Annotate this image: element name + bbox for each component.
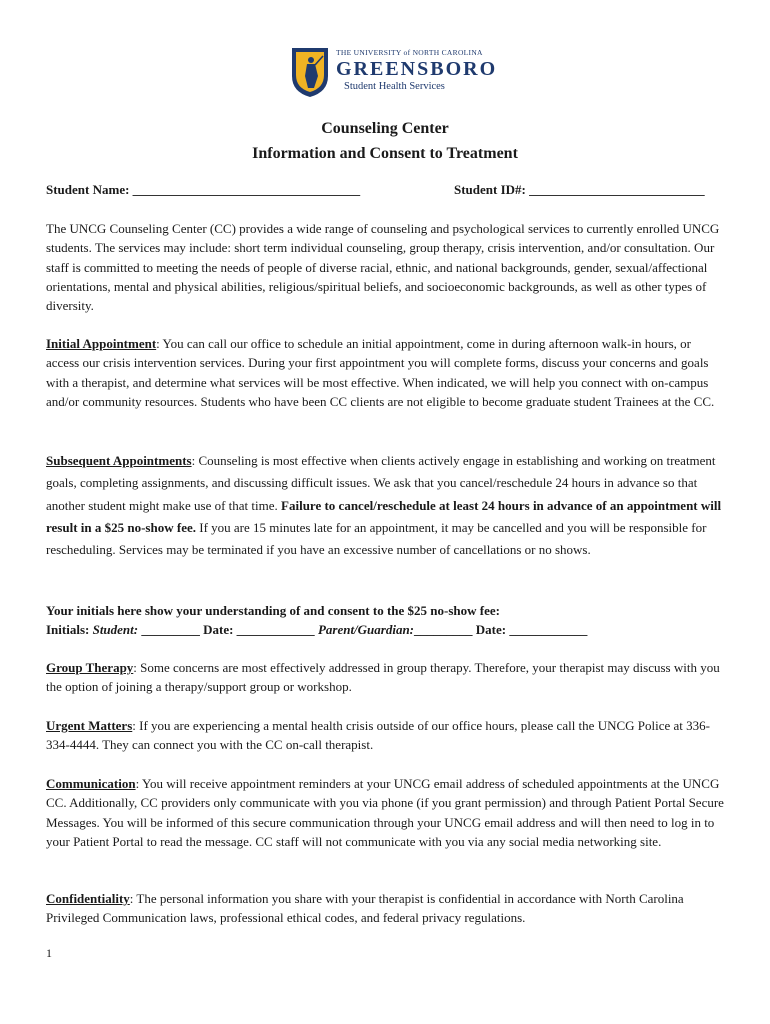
parent-initials-blank: _________: [414, 622, 473, 638]
group-therapy-text: : Some concerns are most effectively addressed in group therapy. Therefore, your therapist may discuss with you the option of joining a therapy/support group or workshop.: [46, 660, 720, 695]
initials-label: Initials:: [46, 622, 93, 638]
student-initials-blank: _________: [138, 622, 200, 638]
communication-section: [46, 774, 726, 851]
student-id-field: Student ID#: ___________________________: [454, 182, 705, 197]
shield-logo-icon: [290, 46, 330, 98]
urgent-matters-label: Urgent Matters: [46, 718, 133, 733]
urgent-matters-text: : If you are experiencing a mental health crisis outside of our office hours, please call the UNCG Police at 336-334-4444. They can connect you with the CC on-call therapist.: [46, 718, 710, 753]
subsequent-appointments-section: [46, 450, 726, 561]
subsequent-text-1: : Counseling is most effective when clients actively engage in establishing and working on treatment goals, completing assignments, and discussing difficult issues. We ask that you cancel/reschedule 24 hours in advance so that another student might make use of that time.: [46, 453, 716, 513]
initials-line: [46, 620, 587, 639]
document-title: Counseling Center: [321, 120, 449, 137]
parent-date-field: Date: ____________: [472, 622, 588, 638]
student-name-field: Student Name: ___________________________________: [46, 182, 361, 197]
initial-appointment-text: : You can call our office to schedule an initial appointment, come in during afternoon walk-in hours, or access our crisis intervention services. During your first appointment you will complete forms, discuss your concerns and goals with a therapist, and determine what services will be most effective. When indicated, we will help you connect with on-campus and/or community resources. Students who have been CC clients are not eligible to become graduate student Trainees at the CC.: [46, 336, 715, 409]
urgent-matters-section: [46, 716, 726, 755]
document-subtitle: Information and Consent to Treatment: [252, 145, 518, 162]
student-label: Student:: [92, 622, 139, 638]
no-show-fee-warning: Failure to cancel/reschedule at least 24 hours in advance of an appointment will result in a $25 no-show fee.: [46, 497, 722, 535]
subsequent-text-2: If you are 15 minutes late for an appointment, it may be cancelled and you will be responsible for rescheduling. Services may be terminated if you have an excessive number of cancellations or no shows.: [46, 519, 707, 558]
confidentiality-label: Confidentiality: [46, 891, 130, 906]
logo-department-text: Student Health Services: [344, 81, 445, 92]
student-date-field: Date: ____________: [199, 622, 318, 638]
subsequent-appointments-label: Subsequent Appointments: [46, 453, 192, 468]
parent-guardian-label: Parent/Guardian:: [317, 622, 415, 638]
confidentiality-text: : The personal information you share with your therapist is confidential in accordance with North Carolina Privileged Communication laws, professional ethical codes, and federal privacy regulations.: [46, 891, 684, 926]
initials-section: [46, 601, 587, 640]
logo-greensboro-text: GREENSBORO: [336, 58, 498, 80]
intro-paragraph: The UNCG Counseling Center (CC) provides a wide range of counseling and psychological services to currently enrolled UNCG students. The services may include: short term individual counseling, group therapy, crisis intervention, and/or consultation. Our staff is committed to meeting the needs of people of diverse racial, ethnic, and national backgrounds, gender, sexual/affectional orientations, mental and physical abilities, religious/spiritual beliefs, and socioeconomic backgrounds, as well as other types of diversity.: [46, 221, 720, 314]
initials-heading: Your initials here show your understanding of and consent to the $25 no-show fee:: [46, 603, 500, 618]
initial-appointment-label: Initial Appointment: [46, 336, 157, 351]
initial-appointment-section: [46, 334, 726, 411]
group-therapy-section: [46, 658, 726, 697]
uncg-logo: [290, 44, 498, 100]
confidentiality-section: [46, 889, 726, 928]
communication-label: Communication: [46, 776, 136, 791]
logo-university-text: THE UNIVERSITY of NORTH CAROLINA: [336, 48, 483, 57]
communication-text: : You will receive appointment reminders at your UNCG email address of scheduled appointments at the UNCG CC. Additionally, CC providers only communicate with you via phone (if you grant permission) and through Patient Portal Secure Messages. You will be informed of this secure communication through your UNCG email address and will then need to log in to your Patient Portal to read the message. CC staff will not communicate with you via any social media networking site.: [46, 776, 724, 849]
group-therapy-label: Group Therapy: [46, 660, 134, 675]
page-number: 1: [46, 946, 52, 960]
